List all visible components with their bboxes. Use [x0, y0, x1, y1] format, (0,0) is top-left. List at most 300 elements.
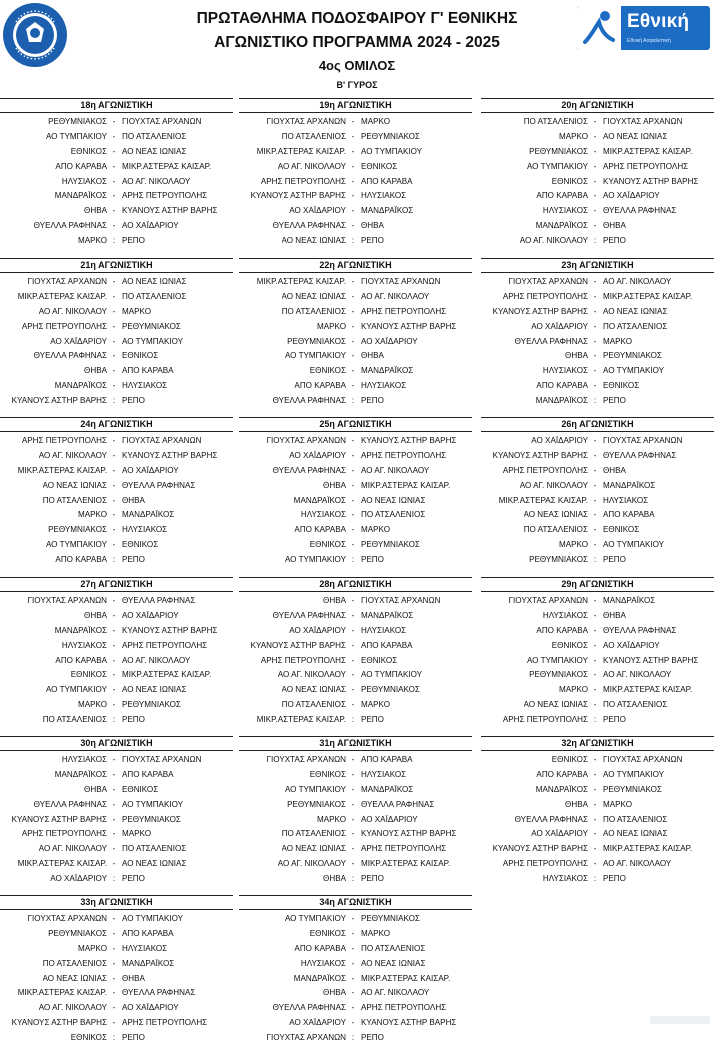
fixture-separator: :: [351, 1033, 355, 1043]
home-team: ΠΟ ΑΤΣΑΛΕΝΙΟΣ: [281, 131, 346, 141]
fixture-separator: -: [112, 973, 116, 983]
fixture-row: [239, 115, 472, 130]
home-team: ΜΑΝΔΡΑΪΚΟΣ: [54, 381, 107, 391]
home-team: ΑΟ ΝΕΑΣ ΙΩΝΙΑΣ: [281, 685, 346, 695]
away-team: ΡΕΠΟ: [361, 396, 384, 406]
fixture-separator: -: [112, 685, 116, 695]
away-team: ΕΘΝΙΚΟΣ: [603, 381, 640, 391]
home-team: ΚΥΑΝΟΥΣ ΑΣΤΗΡ ΒΑΡΗΣ: [250, 640, 346, 650]
home-team: ΑΟ ΑΓ. ΝΙΚΟΛΑΟΥ: [277, 161, 346, 171]
away-team: ΚΥΑΝΟΥΣ ΑΣΤΗΡ ΒΑΡΗΣ: [603, 176, 699, 186]
away-team: ΜΙΚΡ.ΑΣΤΕΡΑΣ ΚΑΙΣΑΡ.: [361, 973, 451, 983]
fixture-separator: :: [351, 236, 355, 246]
away-team: ΜΙΚΡ.ΑΣΤΕΡΑΣ ΚΑΙΣΑΡ.: [361, 859, 451, 869]
home-team: ΕΘΝΙΚΟΣ: [70, 670, 107, 680]
fixture-row: [481, 654, 714, 669]
matchday-title: 27η ΑΓΩΝΙΣΤΙΚΗ: [0, 577, 233, 592]
away-team: ΘΥΕΛΛΑ ΡΑΦΗΝΑΣ: [122, 596, 196, 605]
home-team: ΑΟ ΤΥΜΠΑΚΙΟΥ: [45, 685, 107, 695]
fixture-row: [0, 654, 233, 669]
fixture-row: [239, 175, 472, 190]
away-team: ΠΟ ΑΤΣΑΛΕΝΙΟΣ: [603, 321, 668, 331]
home-team: ΑΡΗΣ ΠΕΤΡΟΥΠΟΛΗΣ: [502, 715, 588, 725]
away-team: ΜΑΝΔΡΑΪΚΟΣ: [122, 510, 175, 520]
home-team: ΘΗΒΑ: [323, 596, 346, 605]
fixture-separator: :: [593, 236, 597, 246]
fixture-row: [239, 379, 472, 394]
matchday-block: [481, 736, 714, 887]
fixture-row: [0, 130, 233, 145]
away-team: ΡΕΠΟ: [361, 874, 384, 884]
fixture-row: [0, 508, 233, 523]
fixture-separator: -: [351, 958, 355, 968]
fixture-separator: -: [351, 277, 355, 286]
fixture-row: [481, 464, 714, 479]
home-team: ΑΟ ΝΕΑΣ ΙΩΝΙΑΣ: [523, 510, 588, 520]
matchday-block: [239, 98, 472, 249]
away-team: ΜΙΚΡ.ΑΣΤΕΡΑΣ ΚΑΙΣΑΡ.: [361, 480, 451, 490]
away-team: ΠΟ ΑΤΣΑΛΕΝΙΟΣ: [361, 510, 426, 520]
fixture-row: [239, 234, 472, 249]
away-team: ΚΥΑΝΟΥΣ ΑΣΤΗΡ ΒΑΡΗΣ: [603, 655, 699, 665]
fixture-row: [239, 668, 472, 683]
home-team: ΜΑΡΚΟ: [78, 236, 107, 246]
away-team: ΘΗΒΑ: [603, 465, 626, 475]
fixture-row: [481, 204, 714, 219]
away-team: ΠΟ ΑΤΣΑΛΕΝΙΟΣ: [603, 814, 668, 824]
matchday-title: 18η ΑΓΩΝΙΣΤΙΚΗ: [0, 98, 233, 113]
home-team: ΘΥΕΛΛΑ ΡΑΦΗΝΑΣ: [272, 465, 346, 475]
away-team: ΡΕΘΥΜΝΙΑΚΟΣ: [361, 685, 420, 695]
fixture-row: [239, 160, 472, 175]
fixture-separator: -: [351, 755, 355, 764]
home-team: ΗΛΥΣΙΑΚΟΣ: [61, 755, 107, 764]
fixture-separator: -: [112, 351, 116, 361]
away-team: ΑΟ ΝΕΑΣ ΙΩΝΙΑΣ: [361, 495, 426, 505]
home-team: ΘΥΕΛΛΑ ΡΑΦΗΝΑΣ: [514, 814, 588, 824]
away-team: ΑΠΟ ΚΑΡΑΒΑ: [122, 928, 174, 938]
fixture-separator: -: [112, 914, 116, 923]
fixture-row: [0, 349, 233, 364]
matchday-block: [0, 577, 233, 728]
fixture-separator: -: [112, 540, 116, 550]
away-team: ΜΑΝΔΡΑΪΚΟΣ: [361, 610, 414, 620]
fixture-separator: -: [351, 221, 355, 231]
home-team: ΘΥΕΛΛΑ ΡΑΦΗΝΑΣ: [514, 336, 588, 346]
fixture-row: [481, 290, 714, 305]
home-team: ΡΕΘΥΜΝΙΑΚΟΣ: [48, 117, 107, 126]
fixture-row: [239, 538, 472, 553]
fixture-separator: :: [593, 715, 597, 725]
fixture-separator: -: [112, 191, 116, 201]
fixture-row: [239, 320, 472, 335]
matchday-block: [0, 258, 233, 409]
away-team: ΑΡΗΣ ΠΕΤΡΟΥΠΟΛΗΣ: [361, 450, 447, 460]
fixture-separator: -: [593, 450, 597, 460]
fixture-row: [0, 1031, 233, 1046]
home-team: ΜΑΡΚΟ: [317, 814, 346, 824]
home-team: ΑΠΟ ΚΑΡΑΒΑ: [536, 191, 588, 201]
home-team: ΑΟ ΝΕΑΣ ΙΩΝΙΑΣ: [523, 700, 588, 710]
home-team: ΜΑΝΔΡΑΪΚΟΣ: [293, 495, 346, 505]
fixture-separator: :: [593, 396, 597, 406]
fixture-separator: -: [593, 465, 597, 475]
away-team: ΡΕΠΟ: [361, 1033, 384, 1043]
fixture-row: [0, 479, 233, 494]
fixture-row: [481, 827, 714, 842]
away-team: ΠΟ ΑΤΣΑΛΕΝΙΟΣ: [122, 131, 187, 141]
fixture-separator: -: [112, 381, 116, 391]
home-team: ΑΟ ΧΑΪΔΑΡΙΟΥ: [531, 436, 588, 445]
fixture-separator: -: [112, 525, 116, 535]
away-team: ΘΗΒΑ: [603, 221, 626, 231]
away-team: ΡΕΠΟ: [122, 396, 145, 406]
home-team: ΠΟ ΑΤΣΑΛΕΝΙΟΣ: [523, 525, 588, 535]
fixture-row: [239, 464, 472, 479]
away-team: ΡΕΠΟ: [122, 1033, 145, 1043]
fixture-separator: -: [112, 450, 116, 460]
fixture-separator: -: [112, 480, 116, 490]
home-team: ΚΥΑΝΟΥΣ ΑΣΤΗΡ ΒΑΡΗΣ: [11, 814, 107, 824]
away-team: ΑΟ ΤΥΜΠΑΚΙΟΥ: [361, 670, 423, 680]
fixture-row: [481, 364, 714, 379]
away-team: ΑΟ ΧΑΪΔΑΡΙΟΥ: [122, 465, 179, 475]
away-team: ΓΙΟΥΧΤΑΣ ΑΡΧΑΝΩΝ: [361, 277, 441, 286]
home-team: ΕΘΝΙΚΟΣ: [551, 176, 588, 186]
away-team: ΠΟ ΑΤΣΑΛΕΝΙΟΣ: [122, 291, 187, 301]
fixture-row: [481, 768, 714, 783]
away-team: ΜΑΡΚΟ: [361, 525, 390, 535]
home-team: ΘΥΕΛΛΑ ΡΑΦΗΝΑΣ: [33, 799, 107, 809]
matchday-block: [239, 417, 472, 568]
away-team: ΡΕΘΥΜΝΙΑΚΟΣ: [122, 814, 181, 824]
fixture-row: [239, 553, 472, 568]
fixture-row: [481, 349, 714, 364]
fixture-separator: -: [593, 161, 597, 171]
fixture-row: [481, 872, 714, 887]
home-team: ΜΑΡΚΟ: [559, 131, 588, 141]
fixture-separator: -: [351, 844, 355, 854]
fixture-row: [239, 842, 472, 857]
fixture-separator: :: [351, 396, 355, 406]
home-team: ΑΟ ΝΕΑΣ ΙΩΝΙΑΣ: [281, 844, 346, 854]
fixture-row: [239, 189, 472, 204]
fixture-separator: -: [351, 784, 355, 794]
fixture-row: [239, 972, 472, 987]
fixture-row: [0, 364, 233, 379]
away-team: ΑΟ ΝΕΑΣ ΙΩΝΙΑΣ: [603, 131, 668, 141]
fixture-separator: -: [112, 755, 116, 764]
away-team: ΑΡΗΣ ΠΕΤΡΟΥΠΟΛΗΣ: [122, 640, 208, 650]
home-team: ΚΥΑΝΟΥΣ ΑΣΤΗΡ ΒΑΡΗΣ: [11, 396, 107, 406]
home-team: ΕΘΝΙΚΟΣ: [70, 146, 107, 156]
home-team: ΑΡΗΣ ΠΕΤΡΟΥΠΟΛΗΣ: [21, 436, 107, 445]
away-team: ΜΑΝΔΡΑΪΚΟΣ: [361, 366, 414, 376]
fixture-separator: -: [593, 814, 597, 824]
away-team: ΜΙΚΡ.ΑΣΤΕΡΑΣ ΚΑΙΣΑΡ.: [122, 161, 212, 171]
away-team: ΓΙΟΥΧΤΑΣ ΑΡΧΑΝΩΝ: [603, 436, 683, 445]
home-team: ΘΗΒΑ: [84, 206, 107, 216]
away-team: ΑΠΟ ΚΑΡΑΒΑ: [122, 769, 174, 779]
fixture-separator: -: [112, 510, 116, 520]
fixture-row: [0, 275, 233, 290]
fixture-separator: -: [351, 480, 355, 490]
matchday-title: 29η ΑΓΩΝΙΣΤΙΚΗ: [481, 577, 714, 592]
fixture-separator: -: [593, 366, 597, 376]
home-team: ΑΟ ΧΑΪΔΑΡΙΟΥ: [50, 874, 107, 884]
home-team: ΓΙΟΥΧΤΑΣ ΑΡΧΑΝΩΝ: [266, 436, 346, 445]
fixture-row: [481, 538, 714, 553]
away-team: ΚΥΑΝΟΥΣ ΑΣΤΗΡ ΒΑΡΗΣ: [361, 829, 457, 839]
fixture-separator: -: [593, 510, 597, 520]
fixture-separator: -: [351, 670, 355, 680]
away-team: ΜΙΚΡ.ΑΣΤΕΡΑΣ ΚΑΙΣΑΡ.: [603, 685, 693, 695]
away-team: ΗΛΥΣΙΑΚΟΣ: [122, 943, 168, 953]
fixture-row: [481, 553, 714, 568]
away-team: ΗΛΥΣΙΑΚΟΣ: [122, 525, 168, 535]
away-team: ΡΕΠΟ: [122, 236, 145, 246]
fixture-separator: -: [351, 928, 355, 938]
away-team: ΡΕΠΟ: [122, 715, 145, 725]
matchday-title: 25η ΑΓΩΝΙΣΤΙΚΗ: [239, 417, 472, 432]
fixture-row: [0, 523, 233, 538]
fixture-row: [239, 942, 472, 957]
fixture-separator: -: [351, 351, 355, 361]
fixture-separator: -: [351, 381, 355, 391]
fixture-row: [0, 115, 233, 130]
away-team: ΡΕΠΟ: [603, 555, 626, 565]
fixture-row: [481, 115, 714, 130]
fixture-separator: -: [112, 321, 116, 331]
fixture-separator: -: [593, 321, 597, 331]
fixture-separator: -: [593, 799, 597, 809]
home-team: ΜΑΡΚΟ: [78, 510, 107, 520]
home-team: ΕΘΝΙΚΟΣ: [70, 1033, 107, 1043]
fixture-row: [239, 857, 472, 872]
fixture-separator: -: [593, 655, 597, 665]
page-title: ΠΡΩΤΑΘΛΗΜΑ ΠΟΔΟΣΦΑΙΡΟΥ Γ' ΕΘΝΙΚΗΣ: [196, 10, 518, 27]
fixture-row: [0, 189, 233, 204]
home-team: ΑΟ ΑΓ. ΝΙΚΟΛΑΟΥ: [38, 306, 107, 316]
home-team: ΗΛΥΣΙΑΚΟΣ: [542, 610, 588, 620]
fixture-row: [239, 204, 472, 219]
away-team: ΡΕΘΥΜΝΙΑΚΟΣ: [122, 321, 181, 331]
away-team: ΑΠΟ ΚΑΡΑΒΑ: [361, 176, 413, 186]
away-team: ΑΟ ΧΑΪΔΑΡΙΟΥ: [603, 640, 660, 650]
away-team: ΓΙΟΥΧΤΑΣ ΑΡΧΑΝΩΝ: [603, 755, 683, 764]
fixture-separator: -: [593, 670, 597, 680]
fixture-row: [239, 813, 472, 828]
away-team: ΑΟ ΧΑΪΔΑΡΙΟΥ: [361, 336, 418, 346]
away-team: ΑΟ ΤΥΜΠΑΚΙΟΥ: [122, 336, 184, 346]
fixture-separator: -: [351, 640, 355, 650]
fixture-row: [481, 683, 714, 698]
away-team: ΑΟ ΑΓ. ΝΙΚΟΛΑΟΥ: [603, 277, 672, 286]
fixture-separator: -: [593, 191, 597, 201]
matchday-block: [481, 98, 714, 249]
away-team: ΑΡΗΣ ΠΕΤΡΟΥΠΟΛΗΣ: [603, 161, 689, 171]
fixture-separator: -: [112, 769, 116, 779]
home-team: ΓΙΟΥΧΤΑΣ ΑΡΧΑΝΩΝ: [266, 755, 346, 764]
fixture-separator: -: [593, 351, 597, 361]
home-team: ΘΗΒΑ: [565, 351, 588, 361]
away-team: ΓΙΟΥΧΤΑΣ ΑΡΧΑΝΩΝ: [361, 596, 441, 605]
matchday-title: 32η ΑΓΩΝΙΣΤΙΚΗ: [481, 736, 714, 751]
home-team: ΘΗΒΑ: [323, 874, 346, 884]
fixture-row: [0, 842, 233, 857]
fixture-separator: -: [351, 495, 355, 505]
home-team: ΑΡΗΣ ΠΕΤΡΟΥΠΟΛΗΣ: [21, 321, 107, 331]
fixture-separator: -: [351, 146, 355, 156]
fixture-row: [239, 364, 472, 379]
footer-mark: [650, 1016, 710, 1024]
fixture-separator: -: [593, 117, 597, 126]
fixture-row: [239, 654, 472, 669]
home-team: ΜΑΡΚΟ: [78, 700, 107, 710]
home-team: ΜΑΝΔΡΑΪΚΟΣ: [54, 191, 107, 201]
home-team: ΗΛΥΣΙΑΚΟΣ: [300, 958, 346, 968]
fixture-separator: :: [112, 874, 116, 884]
matchday-block: [481, 258, 714, 409]
matchday-block: [481, 577, 714, 728]
home-team: ΘΗΒΑ: [323, 480, 346, 490]
home-team: ΜΙΚΡ.ΑΣΤΕΡΑΣ ΚΑΙΣΑΡ.: [17, 291, 107, 301]
fixture-separator: :: [593, 874, 597, 884]
away-team: ΜΑΝΔΡΑΪΚΟΣ: [603, 596, 656, 605]
home-team: ΕΘΝΙΚΟΣ: [309, 928, 346, 938]
away-team: ΜΑΡΚΟ: [603, 336, 632, 346]
fixture-separator: -: [593, 277, 597, 286]
fixture-separator: -: [351, 117, 355, 126]
fixture-separator: -: [112, 640, 116, 650]
fixture-separator: -: [351, 943, 355, 953]
page-header: [0, 0, 714, 96]
fixture-row: [0, 698, 233, 713]
fixture-row: [0, 609, 233, 624]
sponsor-tagline: Εθνική Ασφαλιστική: [627, 38, 671, 44]
away-team: ΑΟ ΑΓ. ΝΙΚΟΛΑΟΥ: [361, 988, 430, 998]
fixture-row: [239, 1001, 472, 1016]
fixture-row: [239, 683, 472, 698]
home-team: ΜΙΚΡ.ΑΣΤΕΡΑΣ ΚΑΙΣΑΡ.: [256, 146, 346, 156]
fixture-row: [481, 842, 714, 857]
fixture-row: [481, 379, 714, 394]
home-team: ΑΟ ΝΕΑΣ ΙΩΝΙΑΣ: [42, 480, 107, 490]
fixture-separator: -: [112, 221, 116, 231]
home-team: ΘΥΕΛΛΑ ΡΑΦΗΝΑΣ: [33, 221, 107, 231]
fixture-separator: -: [351, 366, 355, 376]
away-team: ΜΑΡΚΟ: [361, 928, 390, 938]
fixture-row: [239, 349, 472, 364]
fixture-row: [481, 594, 714, 609]
fixture-separator: :: [351, 555, 355, 565]
away-team: ΑΟ ΑΓ. ΝΙΚΟΛΑΟΥ: [603, 859, 672, 869]
fixture-separator: -: [593, 829, 597, 839]
fixture-row: [481, 145, 714, 160]
away-team: ΡΕΠΟ: [603, 236, 626, 246]
away-team: ΠΟ ΑΤΣΑΛΕΝΙΟΣ: [603, 700, 668, 710]
fixture-separator: -: [351, 769, 355, 779]
away-team: ΡΕΠΟ: [361, 236, 384, 246]
away-team: ΑΠΟ ΚΑΡΑΒΑ: [361, 755, 413, 764]
away-team: ΕΘΝΙΚΟΣ: [603, 525, 640, 535]
away-team: ΕΘΝΙΚΟΣ: [122, 784, 159, 794]
away-team: ΑΟ ΧΑΪΔΑΡΙΟΥ: [603, 191, 660, 201]
fixture-row: [481, 189, 714, 204]
away-team: ΑΟ ΝΕΑΣ ΙΩΝΙΑΣ: [603, 306, 668, 316]
away-team: ΑΟ ΑΓ. ΝΙΚΟΛΑΟΥ: [361, 465, 430, 475]
home-team: ΑΟ ΑΓ. ΝΙΚΟΛΑΟΥ: [519, 236, 588, 246]
away-team: ΘΗΒΑ: [122, 495, 145, 505]
fixture-separator: -: [351, 829, 355, 839]
home-team: ΠΟ ΑΤΣΑΛΕΝΙΟΣ: [523, 117, 588, 126]
fixture-row: [481, 130, 714, 145]
fixture-separator: -: [593, 146, 597, 156]
fixture-separator: -: [593, 596, 597, 605]
away-team: ΘΥΕΛΛΑ ΡΑΦΗΝΑΣ: [122, 480, 196, 490]
fixture-separator: -: [593, 436, 597, 445]
fixture-separator: -: [112, 176, 116, 186]
away-team: ΑΡΗΣ ΠΕΤΡΟΥΠΟΛΗΣ: [122, 1018, 208, 1028]
away-team: ΚΥΑΝΟΥΣ ΑΣΤΗΡ ΒΑΡΗΣ: [122, 206, 218, 216]
home-team: ΑΟ ΝΕΑΣ ΙΩΝΙΑΣ: [281, 291, 346, 301]
home-team: ΘΥΕΛΛΑ ΡΑΦΗΝΑΣ: [33, 351, 107, 361]
fixture-separator: -: [593, 769, 597, 779]
fixture-separator: -: [593, 685, 597, 695]
fixture-row: [481, 320, 714, 335]
home-team: ΑΡΗΣ ΠΕΤΡΟΥΠΟΛΗΣ: [502, 859, 588, 869]
fixture-row: [481, 335, 714, 350]
fixture-separator: -: [112, 495, 116, 505]
home-team: ΘΗΒΑ: [323, 988, 346, 998]
home-team: ΑΡΗΣ ΠΕΤΡΟΥΠΟΛΗΣ: [502, 465, 588, 475]
matchday-title: 28η ΑΓΩΝΙΣΤΙΚΗ: [239, 577, 472, 592]
fixture-separator: -: [593, 291, 597, 301]
away-team: ΘΗΒΑ: [361, 351, 384, 361]
away-team: ΚΥΑΝΟΥΣ ΑΣΤΗΡ ΒΑΡΗΣ: [361, 1018, 457, 1028]
fixture-row: [481, 479, 714, 494]
away-team: ΡΕΠΟ: [603, 874, 626, 884]
home-team: ΑΟ ΧΑΪΔΑΡΙΟΥ: [289, 1018, 346, 1028]
away-team: ΑΟ ΑΓ. ΝΙΚΟΛΑΟΥ: [361, 291, 430, 301]
fixture-row: [239, 957, 472, 972]
home-team: ΑΡΗΣ ΠΕΤΡΟΥΠΟΛΗΣ: [502, 291, 588, 301]
home-team: ΑΟ ΤΥΜΠΑΚΙΟΥ: [284, 784, 346, 794]
fixture-separator: -: [351, 1018, 355, 1028]
fixture-row: [0, 175, 233, 190]
home-team: ΜΑΡΚΟ: [559, 685, 588, 695]
away-team: ΑΟ ΤΥΜΠΑΚΙΟΥ: [603, 366, 665, 376]
home-team: ΑΟ ΝΕΑΣ ΙΩΝΙΑΣ: [281, 236, 346, 246]
fixture-row: [0, 639, 233, 654]
fixture-row: [0, 668, 233, 683]
fixture-separator: -: [112, 1018, 116, 1028]
matchday-block: [239, 577, 472, 728]
fixture-row: [0, 857, 233, 872]
page-subtitle: ΑΓΩΝΙΣΤΙΚΟ ΠΡΟΓΡΑΜΜΑ 2024 - 2025: [214, 34, 500, 51]
away-team: ΜΑΡΚΟ: [361, 117, 390, 126]
away-team: ΑΡΗΣ ΠΕΤΡΟΥΠΟΛΗΣ: [361, 306, 447, 316]
away-team: ΠΟ ΑΤΣΑΛΕΝΙΟΣ: [361, 943, 426, 953]
fixture-separator: -: [593, 640, 597, 650]
fixture-row: [0, 912, 233, 927]
fixture-row: [481, 798, 714, 813]
home-team: ΚΥΑΝΟΥΣ ΑΣΤΗΡ ΒΑΡΗΣ: [492, 844, 588, 854]
fixture-row: [239, 434, 472, 449]
home-team: ΕΘΝΙΚΟΣ: [309, 540, 346, 550]
fixture-row: [0, 942, 233, 957]
home-team: ΑΠΟ ΚΑΡΑΒΑ: [294, 525, 346, 535]
